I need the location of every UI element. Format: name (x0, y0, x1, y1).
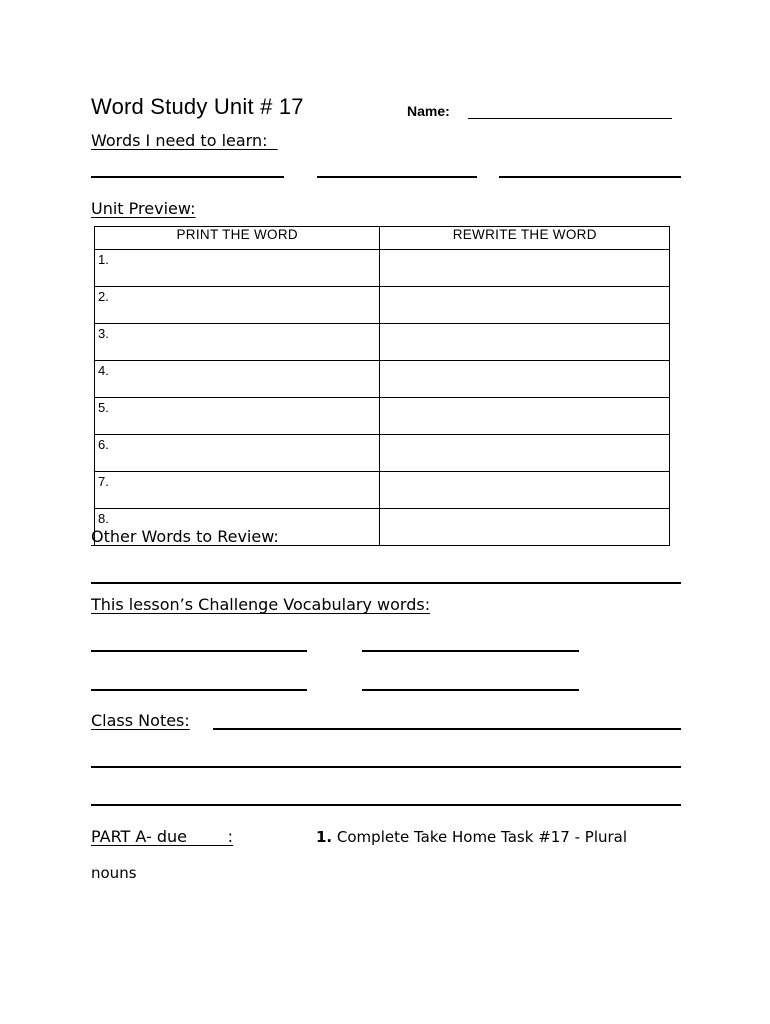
column-header-print: PRINT THE WORD (95, 227, 380, 250)
words-to-learn-line-2[interactable] (317, 176, 477, 178)
table-row (95, 287, 670, 324)
name-label: Name: (407, 103, 450, 119)
challenge-line-4[interactable] (362, 689, 579, 691)
challenge-line-2[interactable] (362, 650, 579, 652)
rewrite-cell[interactable] (380, 509, 670, 546)
row-number-cell[interactable]: 1. (95, 250, 380, 287)
table-row (95, 472, 670, 509)
words-to-learn-line-1[interactable] (91, 176, 284, 178)
rewrite-cell[interactable] (380, 435, 670, 472)
row-number-cell[interactable]: 5. (95, 398, 380, 435)
class-notes-line-2[interactable] (91, 766, 681, 768)
task-number: 1. (316, 828, 333, 846)
challenge-line-1[interactable] (91, 650, 307, 652)
table-row (95, 250, 670, 287)
row-number-cell[interactable]: 8. (95, 509, 380, 546)
rewrite-cell[interactable] (380, 398, 670, 435)
row-number-cell[interactable]: 7. (95, 472, 380, 509)
rewrite-cell[interactable] (380, 361, 670, 398)
part-a-task (316, 828, 627, 846)
rewrite-cell[interactable] (380, 324, 670, 361)
column-header-rewrite: REWRITE THE WORD (380, 227, 670, 250)
row-number-cell[interactable]: 3. (95, 324, 380, 361)
words-to-learn-line-3[interactable] (499, 176, 681, 178)
table-row (95, 361, 670, 398)
row-number-cell[interactable]: 2. (95, 287, 380, 324)
rewrite-cell[interactable] (380, 472, 670, 509)
table-row (95, 324, 670, 361)
unit-preview-heading: Unit Preview: (91, 199, 196, 218)
challenge-line-3[interactable] (91, 689, 307, 691)
task-text-continued: nouns (91, 864, 137, 882)
class-notes-line-3[interactable] (91, 804, 681, 806)
class-notes-heading: Class Notes: (91, 711, 190, 730)
page-title: Word Study Unit # 17 (91, 94, 304, 119)
unit-preview-table (94, 226, 670, 546)
task-text: Complete Take Home Task #17 - Plural (332, 828, 628, 846)
class-notes-line-1[interactable] (213, 728, 681, 730)
other-words-heading: Other Words to Review: (91, 527, 289, 546)
rewrite-cell[interactable] (380, 250, 670, 287)
rewrite-cell[interactable] (380, 287, 670, 324)
row-number-cell[interactable]: 6. (95, 435, 380, 472)
name-field-line[interactable] (468, 118, 672, 119)
challenge-vocabulary-heading: This lesson’s Challenge Vocabulary words: (91, 595, 431, 614)
table-row (95, 435, 670, 472)
words-to-learn-heading: Words I need to learn: (91, 131, 278, 150)
row-number-cell[interactable]: 4. (95, 361, 380, 398)
other-words-line[interactable] (91, 582, 681, 584)
table-row (95, 398, 670, 435)
part-a-due-label: PART A- due : (91, 827, 234, 846)
